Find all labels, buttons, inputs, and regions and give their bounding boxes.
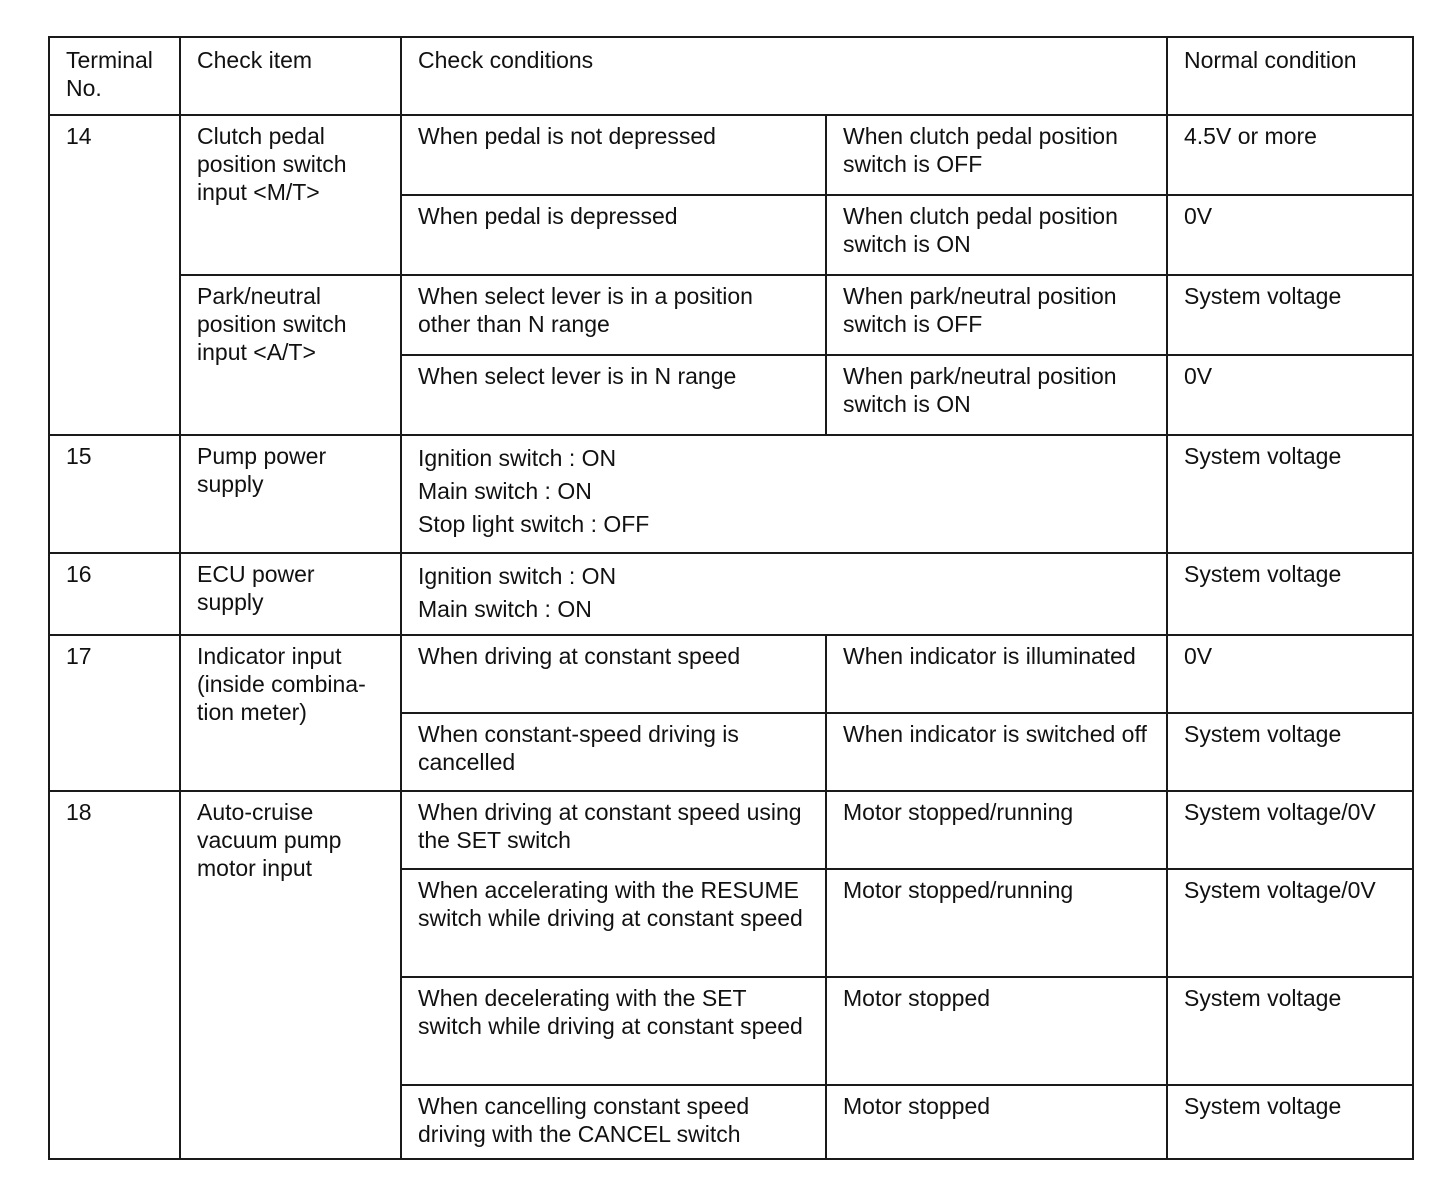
condition-cell: When driving at constant speed using the SET switch: [401, 791, 826, 869]
table-header-row: [49, 37, 1413, 115]
table-row: [49, 435, 1413, 553]
condition-cell: [401, 553, 1167, 635]
condition-line: Main switch : ON: [418, 596, 592, 622]
condition-line: Ignition switch : ON: [418, 445, 617, 471]
condition-cell: [401, 435, 1167, 553]
check-item-park-neutral: Park/neutral position switch input <A/T>: [180, 275, 401, 435]
condition-cell: When select lever is in a position other than N range: [401, 275, 826, 355]
state-cell: When indicator is illuminated: [826, 635, 1167, 713]
normal-condition-cell: 0V: [1167, 635, 1413, 713]
check-item-pump-power: Pump power supply: [180, 435, 401, 553]
normal-condition-cell: System voltage/0V: [1167, 791, 1413, 869]
terminal-17: 17: [49, 635, 180, 791]
normal-condition-cell: System voltage: [1167, 553, 1413, 635]
header-check-item: Check item: [180, 37, 401, 115]
condition-line: Main switch : ON: [418, 478, 592, 504]
header-normal-condition: Normal condition: [1167, 37, 1413, 115]
check-item-ecu-power: ECU power supply: [180, 553, 401, 635]
state-cell: Motor stopped/running: [826, 791, 1167, 869]
normal-condition-cell: 4.5V or more: [1167, 115, 1413, 195]
check-item-vacuum-pump: Auto-cruise vacuum pump motor input: [180, 791, 401, 1159]
condition-cell: When accelerating with the RESUME switch while driving at constant speed: [401, 869, 826, 977]
normal-condition-cell: System voltage: [1167, 977, 1413, 1085]
normal-condition-cell: System voltage/0V: [1167, 869, 1413, 977]
table-row: [49, 635, 1413, 713]
condition-cell: When driving at constant speed: [401, 635, 826, 713]
condition-cell: When pedal is not depressed: [401, 115, 826, 195]
table-row: [49, 275, 1413, 355]
condition-cell: When constant-speed driving is cancelled: [401, 713, 826, 791]
state-cell: When park/neutral position switch is ON: [826, 355, 1167, 435]
terminal-14: 14: [49, 115, 180, 435]
condition-line: Stop light switch : OFF: [418, 511, 650, 537]
header-terminal-no: Terminal No.: [49, 37, 180, 115]
state-cell: When indicator is switched off: [826, 713, 1167, 791]
condition-line: Ignition switch : ON: [418, 563, 617, 589]
check-item-clutch: Clutch pedal position switch input <M/T>: [180, 115, 401, 275]
terminal-18: 18: [49, 791, 180, 1159]
normal-condition-cell: System voltage: [1167, 275, 1413, 355]
state-cell: Motor stopped: [826, 1085, 1167, 1159]
state-cell: Motor stopped: [826, 977, 1167, 1085]
terminal-15: 15: [49, 435, 180, 553]
condition-cell: When pedal is depressed: [401, 195, 826, 275]
table-row: [49, 791, 1413, 869]
condition-cell: When decelerating with the SET switch while driving at constant speed: [401, 977, 826, 1085]
normal-condition-cell: System voltage: [1167, 713, 1413, 791]
state-cell: When clutch pedal position switch is ON: [826, 195, 1167, 275]
state-cell: When clutch pedal position switch is OFF: [826, 115, 1167, 195]
condition-cell: When select lever is in N range: [401, 355, 826, 435]
table-row: [49, 553, 1413, 635]
condition-cell: When cancelling constant speed driving with the CANCEL switch: [401, 1085, 826, 1159]
terminal-16: 16: [49, 553, 180, 635]
terminal-check-table: [48, 36, 1414, 1160]
normal-condition-cell: System voltage: [1167, 435, 1413, 553]
state-cell: When park/neutral position switch is OFF: [826, 275, 1167, 355]
check-item-indicator: Indicator input (inside combina-tion meter): [180, 635, 401, 791]
table-row: [49, 115, 1413, 195]
state-cell: Motor stopped/running: [826, 869, 1167, 977]
normal-condition-cell: 0V: [1167, 355, 1413, 435]
header-check-conditions: Check conditions: [401, 37, 1167, 115]
normal-condition-cell: System voltage: [1167, 1085, 1413, 1159]
normal-condition-cell: 0V: [1167, 195, 1413, 275]
